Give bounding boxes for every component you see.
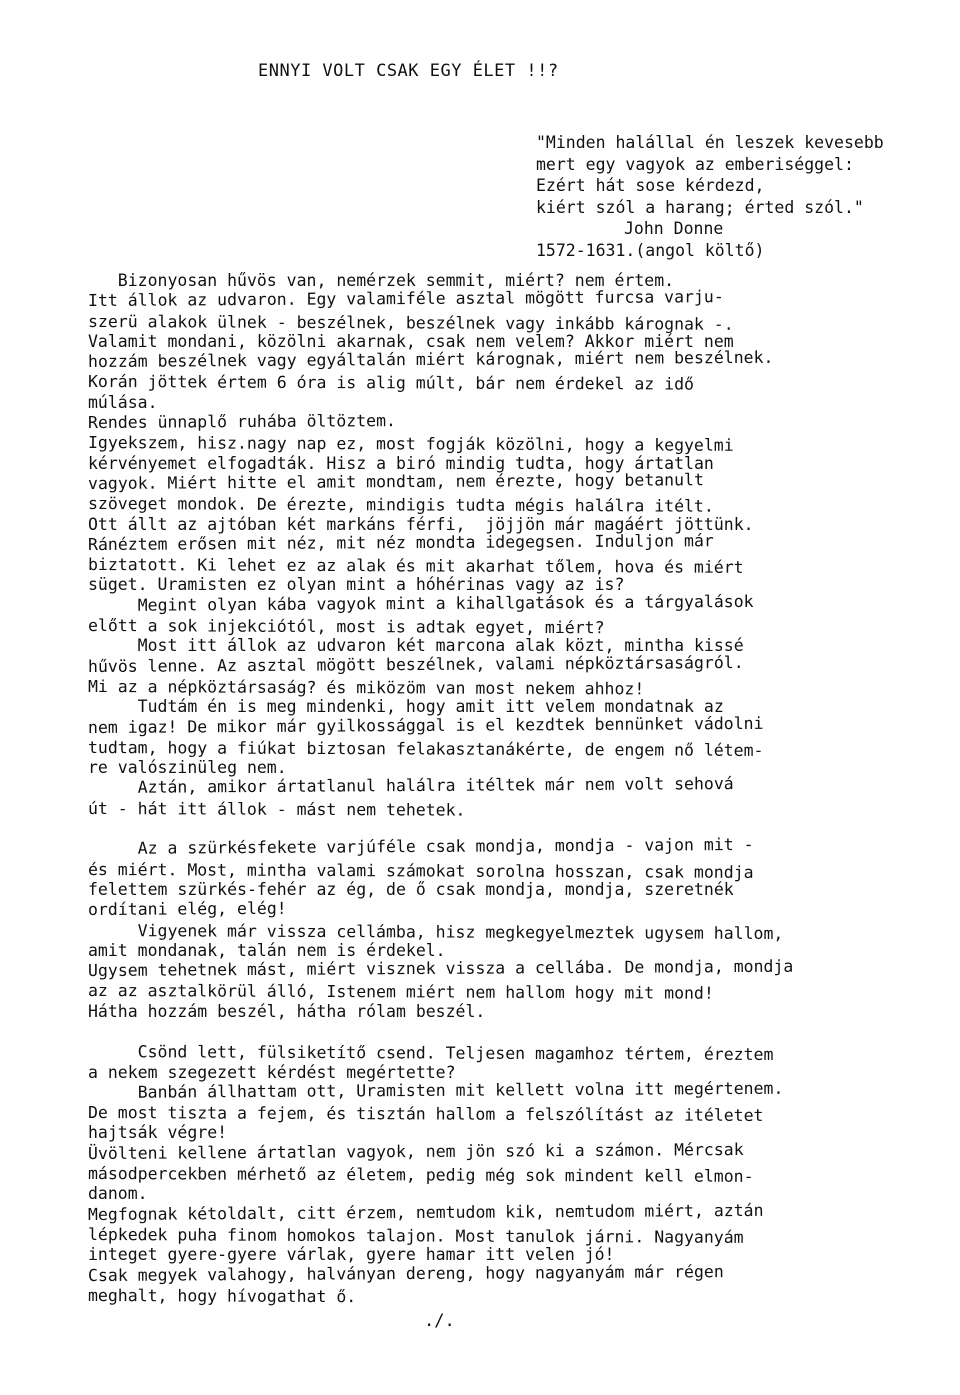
document-title: ENNYI VOLT CSAK EGY ÉLET !!? [258,61,559,81]
body-line: ordítani elég, elég! [87,898,287,920]
body-line: előtt a sok injekciótól, most is adtak egyet, miért? [87,616,605,638]
body-line: meghalt, hogy hívogathat ő. [87,1285,357,1307]
body-line: nem igaz! De mikor már gyilkossággal is el kezdtek bennünket vádolni [87,713,764,737]
body-line: amit mondanak, talán nem is érdekel. [88,940,446,960]
body-line: szöveget mondok. De érezte, mindigis tudta mégis halálra itélt. [87,494,714,516]
body-line: Mi az a népköztársaság? és miközöm van most nekem ahhoz! [87,676,645,699]
body-text [88,271,948,1306]
body-line: Üvölteni kellene ártatlan vagyok, nem jön szó ki a számon. Mércsak [87,1139,744,1163]
body-line: Tudtám én is meg mindenki, hogy amit itt velem mondatnak az [88,697,724,717]
body-line: danom. [88,1184,148,1204]
body-line: integet gyere-gyere várlak, gyere hamar itt velen jó! [88,1245,615,1265]
body-line: múlása. [88,392,158,412]
epigraph-line: kiért szól a harang; érted szól." [536,197,864,217]
epigraph-line: Ezért hát sose kérdezd, [536,176,765,195]
body-line: és miért. Most, mintha valami számokat sorolna hosszan, csak mondja [87,859,754,882]
body-line: Ugysem tehetnek mást, miért visznek vissza a cellába. De mondja, mondja [87,956,794,981]
body-line: Aztán, amikor ártatlanul halálra itéltek már nem volt sehová [87,774,734,798]
body-line: a nekem szegezett kérdést megértette? [88,1062,456,1082]
body-line: Banbán állhattam ott, Uramisten mit kellett volna itt megértenem. [87,1078,784,1102]
epigraph-dates: 1572-1631.(angol költő) [536,240,765,260]
body-line: vagyok. Miért hitte el amit mondtam, nem érezte, hogy betanult [87,470,704,493]
body-line: Rendes ünnaplő ruhába öltöztem. [87,411,397,433]
body-line: Most itt állok az udvaron két marcona alak közt, mintha kissé [88,636,744,656]
body-line: felettem szürkés-fehér az ég, de ő csak mondja, mondja, szeretnék [88,879,734,899]
body-line: Igyekszem, hisz.nagy nap ez, most fogják közölni, hogy a kegyelmi [87,433,734,456]
epigraph-line: "Minden halállal én leszek kevesebb [536,133,884,152]
body-line: Csönd lett, fülsiketítő csend. Teljesen magamhoz tértem, éreztem [87,1042,774,1065]
body-line: Csak megyek valahogy, halványan dereng, hogy nagyanyám már régen [87,1261,724,1285]
body-line: süget. Uramisten ez olyan mint a hóhérinas vagy az is? [88,575,625,595]
epigraph-line: mert egy vagyok az emberiséggel: [536,154,854,174]
body-line: tudtam, hogy a fiúkat biztosan felakasztanákérte, de engem nő létem- [87,737,764,760]
body-line: re valószinüleg nem. [88,758,287,778]
body-line: De most tiszta a fejem, és tisztán hallom a felszólítást az itéletet [87,1103,764,1126]
body-line: út - hát itt állok - mást nem tehetek. [87,798,466,820]
body-line: hajtsák végre! [88,1123,228,1143]
epigraph-author: John Donne [624,219,724,238]
body-line: Az a szürkésfekete varjúféle csak mondja, mondja - vajon mit - [87,835,754,859]
body-line: kérvényemet elfogadták. Hisz a biró mindig tudta, hogy ártatlan [88,453,714,473]
body-line: Megint olyan kába vagyok mint a kihallgatások és a tárgyalások [87,591,754,615]
body-line: Korán jöttek értem 6 óra is alig múlt, bár nem érdekel az idő [87,372,695,395]
body-line: lépkedek puha finom homokos talajon. Most tanulok járni. Nagyanyám [87,1224,744,1247]
body-line: az az asztalkörül álló, Istenem miért nem hallom hogy mit mond! [87,981,714,1004]
body-line: Hátha hozzám beszél, hátha rólam beszél. [88,1001,486,1021]
end-mark: ./. [424,1311,455,1331]
body-line: Ott állt az ajtóban két markáns férfi, jöjjön már magáért jöttünk. [88,514,754,534]
epigraph [536,132,936,261]
body-line: Vigyenek már vissza cellámba, hisz megkegyelmeztek ugysem hallom, [87,920,784,943]
body-line: hozzám beszélnek vagy egyáltalán miért kárognak, miért nem beszélnek. [87,348,774,372]
body-line: másodpercekben mérhető az életem, pedig még sok mindent kell elmon- [87,1164,754,1186]
body-line: szerü alakok ülnek - beszélnek, beszélnek vagy inkább kárognak -. [87,311,734,334]
body-line: Ránéztem erősen mit néz, mit néz mondta idegegsen. Induljon már [87,531,714,554]
body-line: hűvös lenne. Az asztal mögött beszélnek, valami népköztársaságról. [87,652,744,676]
body-line: Megfognak kétoldalt, citt érzem, nemtudom kik, nemtudom miért, aztán [87,1200,764,1224]
body-line: Itt állok az udvaron. Egy valamiféle asztal mögött furcsa varju- [87,287,724,311]
body-line: biztatott. Ki lehet ez az alak és mit akarhat tőlem, hova és miért [87,555,744,578]
paragraph-gap [88,1017,948,1043]
body-line: Valamit mondani, közölni akarnak, csak nem velem? Akkor miért nem [88,331,734,351]
body-line: Bizonyosan hűvös van, nemérzek semmit, miért? nem értem. [88,271,675,290]
